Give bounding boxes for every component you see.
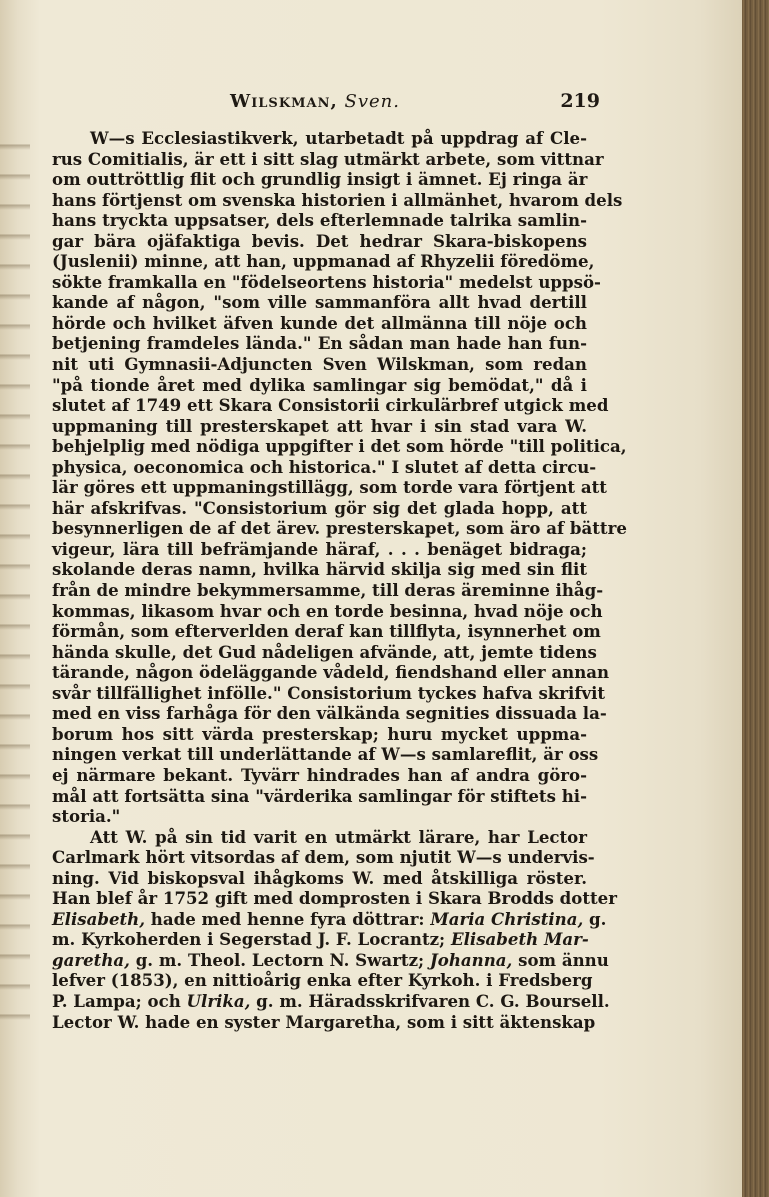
italic-name: Elisabeth Mar- — [450, 929, 589, 950]
text-line: physica, oeconomica och historica." I slutet af detta circu- — [52, 456, 597, 477]
body-text — [52, 128, 627, 1032]
text-line: med en viss farhåga för den välkända segnities dissuada la- — [52, 703, 607, 724]
text-line: om outtröttlig flit och grundlig insigt i ämnet. Ej ringa är — [52, 169, 588, 190]
text-line: hörde och hvilket äfven kunde det allmänna till nöje och — [52, 312, 587, 333]
italic-name: Ulrika, — [186, 990, 251, 1011]
text-line — [52, 929, 587, 950]
text-line — [52, 908, 607, 930]
italic-name: Elisabeth, — [52, 908, 146, 929]
page-edge — [742, 0, 769, 1197]
text-line: svår tillfällighet infölle." Consistorium tyckes hafva skrifvit — [52, 682, 606, 703]
text-line: Han blef år 1752 gift med domprosten i Skara Brodds dotter — [52, 888, 617, 909]
text-line: storia." — [52, 806, 121, 827]
text-line — [52, 990, 610, 1012]
text-line: hans tryckta uppsatser, dels efterlemnade talrika samlin- — [52, 210, 587, 231]
text-segment: g. m. Häradsskrifvaren C. G. Boursell. — [250, 990, 610, 1011]
text-line: ning. Vid biskopsval ihågkoms W. med åtskilliga röster. — [52, 867, 587, 888]
text-line: kande af någon, "som ville sammanföra allt hvad dertill — [52, 292, 587, 313]
italic-name: Johanna, — [429, 949, 513, 970]
text-segment: hade med henne fyra döttrar: — [145, 908, 431, 929]
text-line: sökte framkalla en "födelseortens historia" medelst uppsö- — [52, 271, 601, 292]
italic-name: garetha, — [52, 949, 130, 970]
running-header — [230, 90, 600, 120]
text-line: (Juslenii) minne, att han, uppmanad af Rhyzelii föredöme, — [52, 251, 595, 272]
header-given-name: Sven. — [344, 91, 400, 112]
text-line: ningen verkat till underlättande af W—s samlareflit, är oss — [52, 744, 599, 765]
text-line: tärande, någon ödeläggande vådeld, fiendshand eller annan — [52, 662, 610, 683]
text-line: hända skulle, det Gud nådeligen afvände, att, jemte tidens — [52, 641, 597, 662]
text-line: uppmaning till presterskapet att hvar i sin stad vara W. — [52, 415, 587, 436]
text-segment: P. Lampa; och — [52, 990, 187, 1011]
text-line: här afskrifvas. "Consistorium gör sig det glada hopp, att — [52, 497, 587, 518]
text-line: slutet af 1749 ett Skara Consistorii cirkulärbref utgick med — [52, 395, 609, 416]
text-segment: som ännu — [512, 949, 609, 970]
text-line: borum hos sitt värda presterskap; huru mycket uppma- — [52, 723, 587, 744]
text-line: skolande deras namn, hvilka härvid skilja sig med sin flit — [52, 559, 587, 580]
text-line: rus Comitialis, är ett i sitt slag utmärkt arbete, som vittnar — [52, 148, 604, 169]
text-line: behjelplig med nödiga uppgifter i det som hörde "till politica, — [52, 436, 627, 457]
text-segment: g. m. Theol. Lectorn N. Swartz; — [129, 949, 430, 970]
text-line: lär göres ett uppmaningstillägg, som torde vara förtjent att — [52, 477, 607, 498]
text-line — [52, 949, 609, 971]
text-line: W—s Ecclesiastikverk, utarbetadt på uppdrag af Cle- — [90, 128, 587, 148]
text-line: förmån, som efterverlden deraf kan tillflyta, isynnerhet om — [52, 621, 601, 642]
text-line: gar bära ojäfaktiga bevis. Det hedrar Skara-biskopens — [52, 230, 587, 251]
text-line: hans förtjenst om svenska historien i allmänhet, hvarom dels — [52, 189, 623, 210]
text-line: ej närmare bekant. Tyvärr hindrades han af andra göro- — [52, 764, 587, 785]
text-line: Carlmark hört vitsordas af dem, som njutit W—s undervis- — [52, 847, 595, 868]
text-line: vigeur, lära till befrämjande häraf, . . . benäget bidraga; — [52, 538, 587, 559]
text-segment: g. — [583, 908, 607, 929]
page-number: 219 — [560, 90, 600, 112]
text-line: betjening framdeles lända." En sådan man hade han fun- — [52, 333, 587, 354]
italic-name: Maria Christina, — [430, 908, 584, 929]
text-line: besynnerligen de af det ärev. presterskapet, som äro af bättre — [52, 518, 627, 539]
text-line: lefver (1853), en nittioårig enka efter Kyrkoh. i Fredsberg — [52, 970, 593, 991]
facing-page-bleed — [0, 120, 30, 1020]
text-line: "på tionde året med dylika samlingar sig bemödat," då i — [52, 374, 587, 395]
text-line: från de mindre bekymmersamme, till deras äreminne ihåg- — [52, 580, 604, 601]
running-title — [230, 91, 400, 112]
header-surname: Wilskman, — [230, 91, 338, 112]
text-line: Lector W. hade en syster Margaretha, som i sitt äktenskap — [52, 1011, 596, 1032]
text-segment: m. Kyrkoherden i Segerstad J. F. Locrantz; — [52, 929, 451, 950]
text-line: nit uti Gymnasii-Adjuncten Sven Wilskman, som redan — [52, 354, 587, 375]
text-line: Att W. på sin tid varit en utmärkt lärare, har Lector — [90, 826, 587, 847]
text-line: kommas, likasom hvar och en torde besinna, hvad nöje och — [52, 600, 603, 621]
text-line: mål att fortsätta sina "värderika samlingar för stiftets hi- — [52, 785, 587, 806]
